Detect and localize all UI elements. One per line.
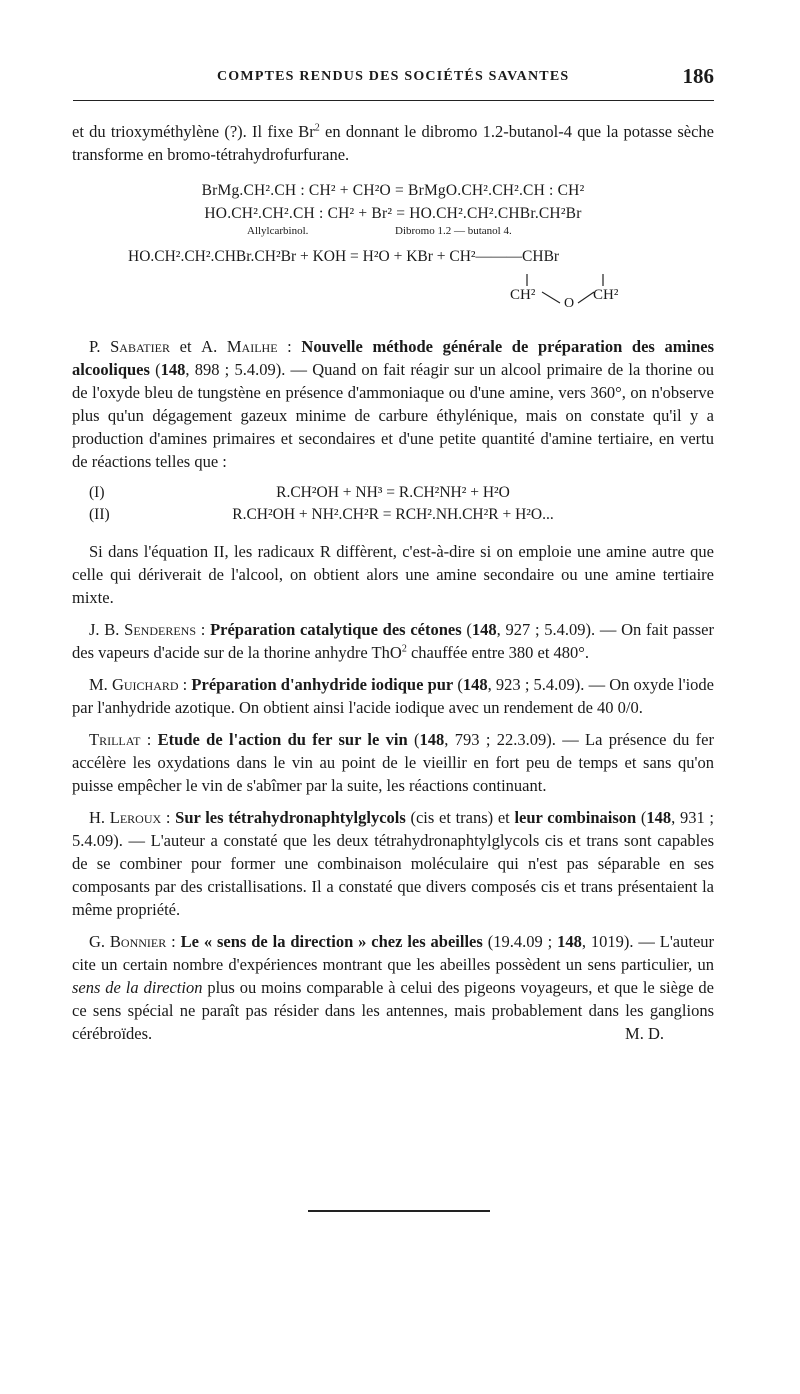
author-trillat: Trillat [89, 730, 141, 749]
equation-II-formula: R.CH²OH + NH².CH²R = RCH².NH.CH²R + H²O... [232, 506, 554, 523]
author-senderens: J. B. Senderens [89, 620, 196, 639]
text-bonnier-a: L'auteur cite un certain nombre d'expériences montrant que les abeilles possèdent un sens particulier, un [72, 932, 715, 974]
separator: : [140, 730, 158, 749]
equation-II-number: (II) [89, 506, 110, 523]
title-leroux-mid: (cis et trans) et [405, 808, 515, 827]
reaction-2: HO.CH².CH².CH : CH² + Br² = HO.CH².CH².CHBr.CH²Br [204, 205, 582, 222]
title-sabatier: Nouvelle méthode générale de préparation des amines alcooliques [72, 337, 714, 379]
separator: : [161, 808, 176, 827]
article-senderens [72, 618, 714, 664]
author-bonnier: G. Bonnier [89, 932, 167, 951]
article-trillat [72, 728, 714, 797]
intro-superscript: 2 [314, 122, 320, 134]
ref-open: ( [636, 808, 647, 827]
conjunction: et [169, 337, 202, 356]
ref-rest: , 1019). — [581, 932, 660, 951]
page-header [72, 66, 716, 94]
caption-allylcarbinol: Allylcarbinol. [247, 225, 309, 237]
equation-I-formula: R.CH²OH + NH³ = R.CH²NH² + H²O [276, 484, 510, 501]
text-sabatier: Quand on fait réagir sur un alcool primaire de la thorine ou de l'oxyde bleu de tungstène en présence d'ammoniaque ou d'une amine, vers 360°, on n'observe plus qu'un dégagement gazeux minime de carbure éthylénique, mais on constate qu'il y a production d'amines primaires et secondaires et d'une petite quantité d'amine tertiaire, en vertu de réactions telles que : [72, 360, 714, 471]
separator: : [166, 932, 181, 951]
running-head: COMPTES RENDUS DES SOCIÉTÉS SAVANTES [217, 69, 570, 84]
header-rule [73, 100, 714, 101]
author-sabatier: P. Sabatier [89, 337, 170, 356]
intro-text-a: et du trioxyméthylène (?). Il fixe Br [72, 122, 315, 141]
text-leroux: L'auteur a constaté que les deux tétrahydronaphtylglycols cis et trans sont capables de se combiner pour former une combinaison moléculaire qui n'est pas séparable en ses composants par des cristallisations. Il a constaté que divers composés cis et trans présentaient la même propriété. [72, 831, 714, 919]
title-trillat: Etude de l'action du fer sur le vin [157, 730, 408, 749]
title-bonnier: Le « sens de la direction » chez les abeilles [180, 932, 483, 951]
ref-open: ( [149, 360, 161, 379]
ref-volume: 148 [462, 675, 488, 694]
intro-paragraph [72, 120, 714, 166]
author-leroux: H. Leroux [89, 808, 162, 827]
ref-rest: , 898 ; 5.4.09). — [185, 360, 313, 379]
ring-oxygen: O [564, 296, 575, 307]
equation-I [72, 482, 714, 504]
ref-open: (19.4.09 ; [482, 932, 558, 951]
end-rule [308, 1210, 490, 1212]
ring-bond-left-oxygen [542, 292, 560, 303]
ref-volume: 148 [160, 360, 186, 379]
ref-volume: 148 [419, 730, 445, 749]
text-bonnier-b: plus ou moins comparable à celui des pigeons voyageurs, et que le siège de ce sens spécial ne paraît pas résider dans les antennes, mais probablement dans les ganglions cérébroïdes. [72, 978, 714, 1043]
reaction-block [72, 180, 714, 307]
article-sabatier [72, 335, 714, 473]
page-number: 186 [682, 64, 714, 88]
reaction-3: HO.CH².CH².CHBr.CH²Br + KOH = H²O + KBr + CH²———CHBr [128, 248, 560, 265]
ring-ch2-left: CH² [510, 287, 536, 303]
ring-ch2-right: CH² [593, 287, 619, 303]
article-leroux [72, 806, 714, 921]
text-senderens-b: chauffée entre 380 et 480°. [406, 643, 590, 662]
title-guichard: Préparation d'anhydride iodique pur [191, 675, 454, 694]
signature: M. D. [625, 1024, 664, 1043]
furan-ring-diagram [72, 245, 714, 307]
ref-volume: 148 [471, 620, 497, 639]
separator: : [196, 620, 211, 639]
caption-dibromo: Dibromo 1.2 — butanol 4. [395, 225, 512, 237]
ref-open: ( [461, 620, 472, 639]
text-senderens-a: On fait passer des vapeurs d'acide sur de la thorine anhydre ThO [72, 620, 714, 662]
article-guichard [72, 673, 714, 719]
sabatier-continuation: Si dans l'équation II, les radicaux R diffèrent, c'est-à-dire si on emploie une amine autre que celle qui dériverait de l'alcool, on obtient alors une amine secondaire ou une amine tertiaire mixte. [72, 542, 714, 607]
amine-equations [72, 482, 714, 526]
ref-rest: , 931 ; 5.4.09). — [72, 808, 715, 850]
equation-I-number: (I) [89, 484, 105, 501]
equation-II [72, 504, 714, 526]
text-trillat: La présence du fer accélère les oxydations dans le vin au point de le vieillir en fort peu de temps et sans qu'on puisse empêcher le vin de s'abîmer par la suite, les réactions continuant. [72, 730, 714, 795]
title-leroux-a: Sur les tétrahydronaphtylglycols [175, 808, 406, 827]
page-body [72, 120, 714, 1045]
reaction-1: BrMg.CH².CH : CH² + CH²O = BrMgO.CH².CH².CH : CH² [201, 182, 585, 199]
text-bonnier-emphasis: sens de la direction [72, 978, 203, 997]
ref-open: ( [407, 730, 420, 749]
reaction-3-with-ring [72, 245, 714, 307]
ref-rest: , 927 ; 5.4.09). — [496, 620, 622, 639]
separator: : [178, 675, 192, 694]
ref-volume: 148 [646, 808, 672, 827]
ring-bond-right-oxygen [578, 292, 594, 303]
ref-volume: 148 [557, 932, 582, 951]
title-senderens: Préparation catalytique des cétones [210, 620, 462, 639]
ref-rest: , 793 ; 22.3.09). — [444, 730, 586, 749]
separator: : [277, 337, 302, 356]
title-leroux-b: leur combinaison [514, 808, 637, 827]
author-mailhe: A. Mailhe [201, 337, 278, 356]
reaction-2-captions [72, 225, 714, 239]
ref-rest: , 923 ; 5.4.09). — [487, 675, 610, 694]
text-guichard: On oxyde l'iode par l'anhydride azotique. On obtient ainsi l'acide iodique avec un rendement de 40 0/0. [72, 675, 714, 717]
text-senderens-sup: 2 [401, 643, 407, 655]
ref-open: ( [453, 675, 463, 694]
author-guichard: M. Guichard [89, 675, 179, 694]
intro-text-b: en donnant le dibromo 1.2-butanol-4 que la potasse sèche transforme en bromo-tétrahydrofurfurane. [72, 122, 715, 164]
